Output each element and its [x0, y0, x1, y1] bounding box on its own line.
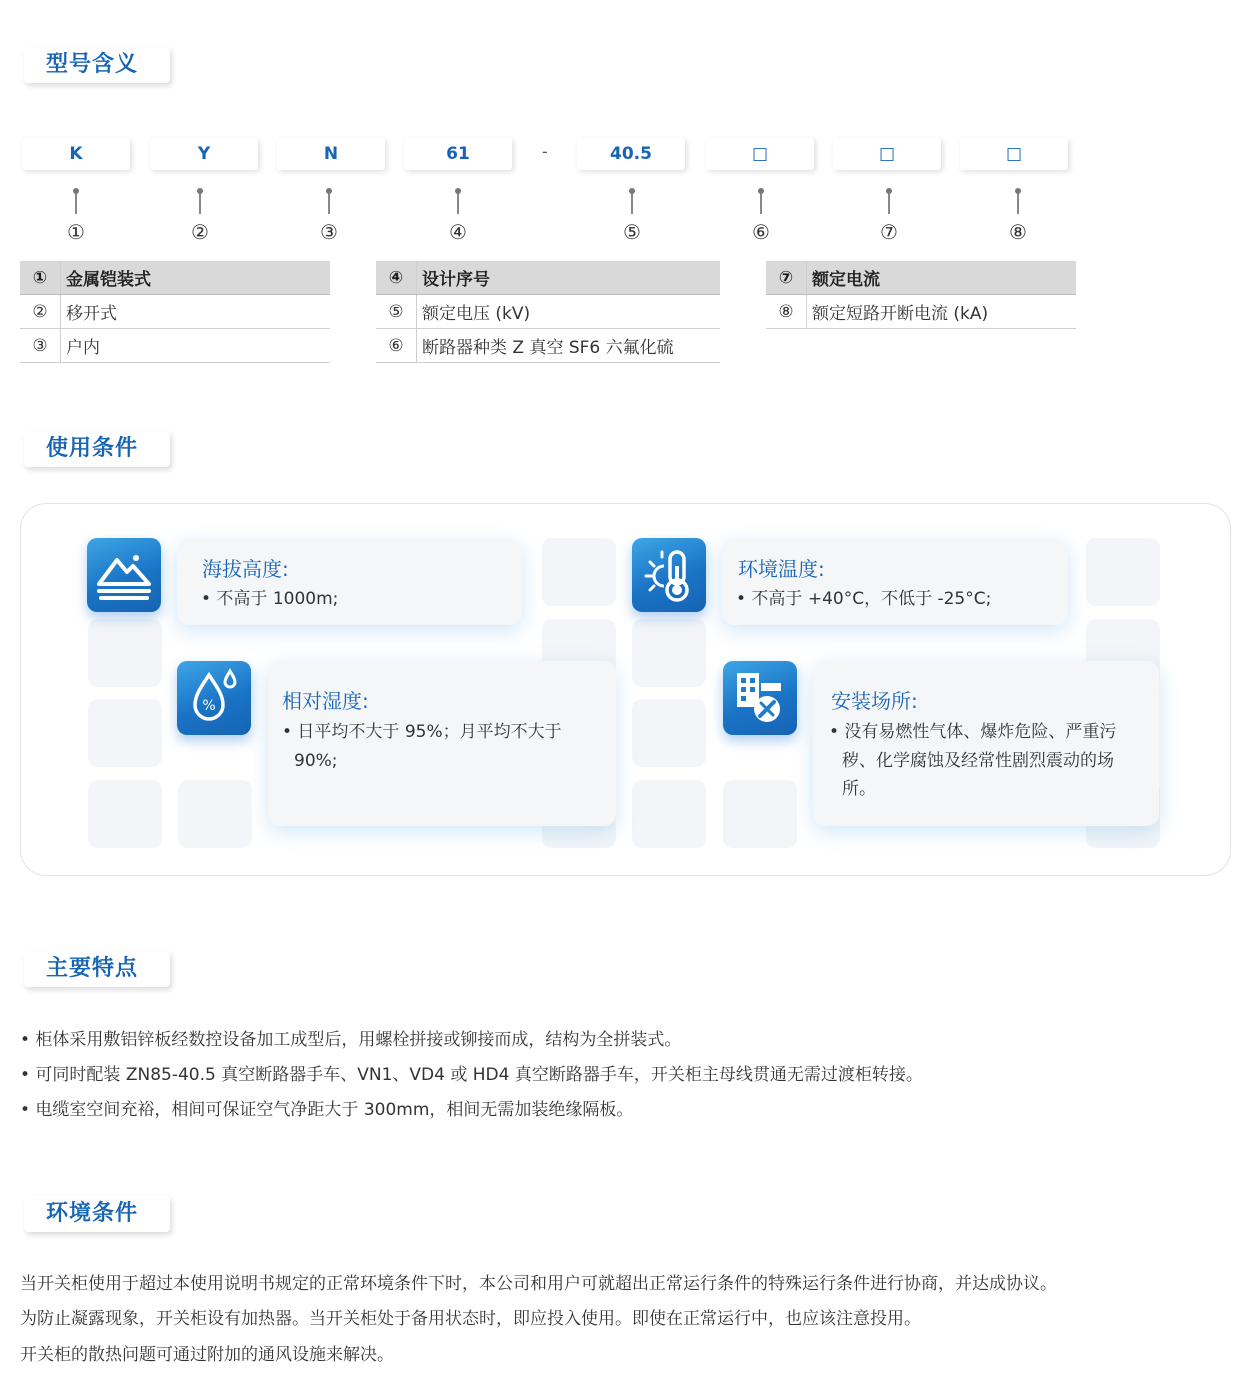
- section-title-usage: 使用条件: [24, 431, 170, 467]
- legend-text: 额定短路开断电流 (kA): [807, 295, 1077, 329]
- model-number: ⑧: [1009, 220, 1027, 244]
- model-code-breaking: □: [960, 138, 1068, 170]
- connector-pin: [631, 190, 633, 214]
- section-title-features: 主要特点: [24, 951, 170, 987]
- water-drop-icon: [177, 661, 251, 735]
- condition-card-temperature: [722, 539, 1068, 625]
- condition-text: • 不高于 +40°C，不低于 -25°C;: [736, 589, 992, 609]
- connector-pin: [199, 190, 201, 214]
- condition-text: • 没有易燃性气体、爆炸危险、严重污: [829, 722, 1117, 742]
- model-code-design: 61: [404, 138, 512, 170]
- legend-number: ⑧: [766, 295, 807, 329]
- legend-text: 设计序号: [417, 261, 721, 295]
- condition-title: 环境温度:: [738, 557, 825, 581]
- condition-card-location: [813, 661, 1159, 826]
- model-number: ⑥: [752, 220, 770, 244]
- model-code-voltage: 40.5: [577, 138, 685, 170]
- model-number: ④: [449, 220, 467, 244]
- condition-text: 90%;: [294, 751, 338, 771]
- model-number: ③: [320, 220, 338, 244]
- model-code-y: Y: [150, 138, 258, 170]
- background-tile: [723, 780, 797, 848]
- connector-pin: [1017, 190, 1019, 214]
- environment-paragraph: 为防止凝露现象，开关柜设有加热器。当开关柜处于备用状态时，即应投入使用。即使在正常运行中，也应该注意投用。: [20, 1309, 921, 1329]
- background-tile: [632, 699, 706, 767]
- background-tile: [632, 619, 706, 687]
- connector-pin: [760, 190, 762, 214]
- connector-pin: [457, 190, 459, 214]
- feature-item: • 可同时配装 ZN85-40.5 真空断路器手车、VN1、VD4 或 HD4 真空断路器手车，开关柜主母线贯通无需过渡柜转接。: [20, 1065, 923, 1085]
- connector-pin: [75, 190, 77, 214]
- condition-card-altitude: [177, 539, 522, 625]
- mountain-icon: [87, 538, 161, 612]
- feature-item: • 柜体采用敷铝锌板经数控设备加工成型后，用螺栓拼接或铆接而成，结构为全拼装式。: [20, 1030, 682, 1050]
- legend-number: ③: [20, 329, 61, 363]
- background-tile: [178, 780, 252, 848]
- legend-text: 断路器种类 Z 真空 SF6 六氟化硫: [417, 329, 721, 363]
- section-title-model: 型号含义: [24, 47, 170, 83]
- thermometer-icon: [632, 538, 706, 612]
- background-tile: [1086, 538, 1160, 606]
- condition-title: 安装场所:: [831, 689, 918, 713]
- legend-text: 额定电流: [807, 261, 1077, 295]
- legend-number: ①: [20, 261, 61, 295]
- environment-paragraph: 当开关柜使用于超过本使用说明书规定的正常环境条件下时，本公司和用户可就超出正常运行条件的特殊运行条件进行协商，并达成协议。: [20, 1274, 1057, 1294]
- legend-number: ④: [376, 261, 417, 295]
- condition-text: 秽、化学腐蚀及经常性剧烈震动的场: [842, 751, 1114, 771]
- model-code-current: □: [833, 138, 941, 170]
- connector-pin: [328, 190, 330, 214]
- legend-number: ⑦: [766, 261, 807, 295]
- section-title-environment: 环境条件: [24, 1196, 170, 1232]
- background-tile: [88, 699, 162, 767]
- model-dash: -: [542, 142, 548, 161]
- background-tile: [88, 619, 162, 687]
- condition-title: 海拔高度:: [202, 557, 289, 581]
- background-tile: [88, 780, 162, 848]
- model-number: ①: [67, 220, 85, 244]
- legend-number: ⑤: [376, 295, 417, 329]
- condition-text: • 日平均不大于 95%；月平均不大于: [282, 722, 562, 742]
- condition-title: 相对湿度:: [282, 689, 369, 713]
- legend-number: ②: [20, 295, 61, 329]
- legend-text: 额定电压 (kV): [417, 295, 721, 329]
- legend-table-3: [766, 261, 1076, 329]
- model-code-k: K: [22, 138, 130, 170]
- background-tile: [632, 780, 706, 848]
- legend-text: 移开式: [61, 295, 331, 329]
- model-code-n: N: [277, 138, 385, 170]
- legend-text: 金属铠装式: [61, 261, 331, 295]
- model-number: ⑤: [623, 220, 641, 244]
- legend-table-1: [20, 261, 330, 363]
- building-tools-icon: [723, 661, 797, 735]
- legend-number: ⑥: [376, 329, 417, 363]
- legend-text: 户内: [61, 329, 331, 363]
- legend-table-2: [376, 261, 720, 363]
- model-code-breaker: □: [706, 138, 814, 170]
- condition-text: • 不高于 1000m;: [201, 589, 339, 609]
- model-number: ⑦: [880, 220, 898, 244]
- feature-item: • 电缆室空间充裕，相间可保证空气净距大于 300mm，相间无需加装绝缘隔板。: [20, 1100, 634, 1120]
- condition-text: 所。: [842, 779, 876, 799]
- svg-text:%: %: [202, 698, 216, 714]
- environment-paragraph: 开关柜的散热问题可通过附加的通风设施来解决。: [20, 1345, 394, 1365]
- background-tile: [542, 538, 616, 606]
- connector-pin: [888, 190, 890, 214]
- condition-card-humidity: [268, 661, 616, 826]
- model-number: ②: [191, 220, 209, 244]
